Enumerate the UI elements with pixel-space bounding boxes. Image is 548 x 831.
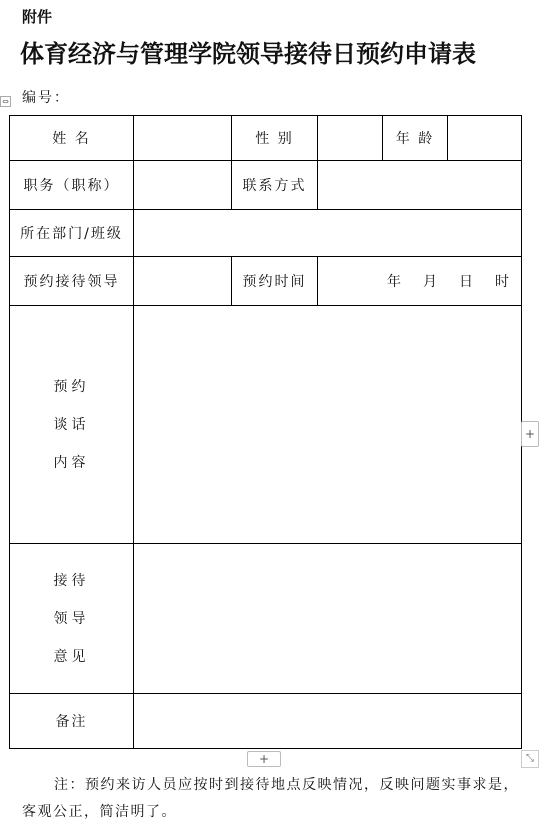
add-row-plus-icon[interactable]: + (247, 751, 281, 767)
month-unit: 月 (423, 274, 437, 290)
remarks-label: 备注 (10, 694, 134, 749)
leader-opinion-label-line: 意见 (53, 648, 90, 665)
position-input-cell[interactable] (134, 161, 232, 210)
leader-label: 预约接待领导 (10, 257, 134, 306)
talk-content-label-line: 内容 (53, 454, 90, 471)
talk-content-label-line: 预约 (53, 378, 90, 395)
talk-content-label-line: 谈话 (53, 416, 90, 433)
time-label: 预约时间 (232, 257, 318, 306)
day-unit: 日 (459, 274, 473, 290)
serial-number-label: 编号： (22, 90, 70, 106)
add-column-plus-icon[interactable]: + (521, 421, 539, 447)
table-row (10, 544, 522, 694)
table-row (10, 116, 522, 161)
position-label: 职务（职称） (10, 161, 134, 210)
footnote: 注：预约来访人员应按时到接待地点反映情况，反映问题实事求是，客观公正，简洁明了。 (22, 777, 519, 820)
appointment-form-table (9, 115, 522, 749)
leader-opinion-input-cell[interactable] (134, 544, 522, 694)
table-row (10, 210, 522, 257)
department-label: 所在部门/班级 (10, 210, 134, 257)
leader-opinion-label (10, 544, 134, 694)
table-row (10, 694, 522, 749)
form-title: 体育经济与管理学院领导接待日预约申请表 (20, 39, 476, 68)
age-label: 年 龄 (383, 116, 448, 161)
year-unit: 年 (387, 274, 401, 290)
contact-input-cell[interactable] (318, 161, 522, 210)
leader-opinion-label-line: 领导 (53, 610, 90, 627)
name-label: 姓 名 (10, 116, 134, 161)
name-input-cell[interactable] (134, 116, 232, 161)
remarks-input-cell[interactable] (134, 694, 522, 749)
attachment-label: 附件 (22, 8, 53, 26)
leader-input-cell[interactable] (134, 257, 232, 306)
contact-label: 联系方式 (232, 161, 318, 210)
table-resize-handle-icon[interactable]: ⤡ (521, 750, 539, 768)
gender-input-cell[interactable] (318, 116, 383, 161)
talk-content-input-cell[interactable] (134, 306, 522, 544)
table-row (10, 306, 522, 544)
talk-content-label (10, 306, 134, 544)
hour-unit: 时 (495, 274, 509, 290)
table-row (10, 161, 522, 210)
table-row (10, 257, 522, 306)
leader-opinion-label-line: 接待 (53, 572, 90, 589)
age-input-cell[interactable] (448, 116, 522, 161)
gender-label: 性 别 (232, 116, 318, 161)
time-input-cell[interactable] (318, 257, 522, 306)
department-input-cell[interactable] (134, 210, 522, 257)
table-move-handle-icon[interactable]: ⇔ (0, 96, 11, 107)
